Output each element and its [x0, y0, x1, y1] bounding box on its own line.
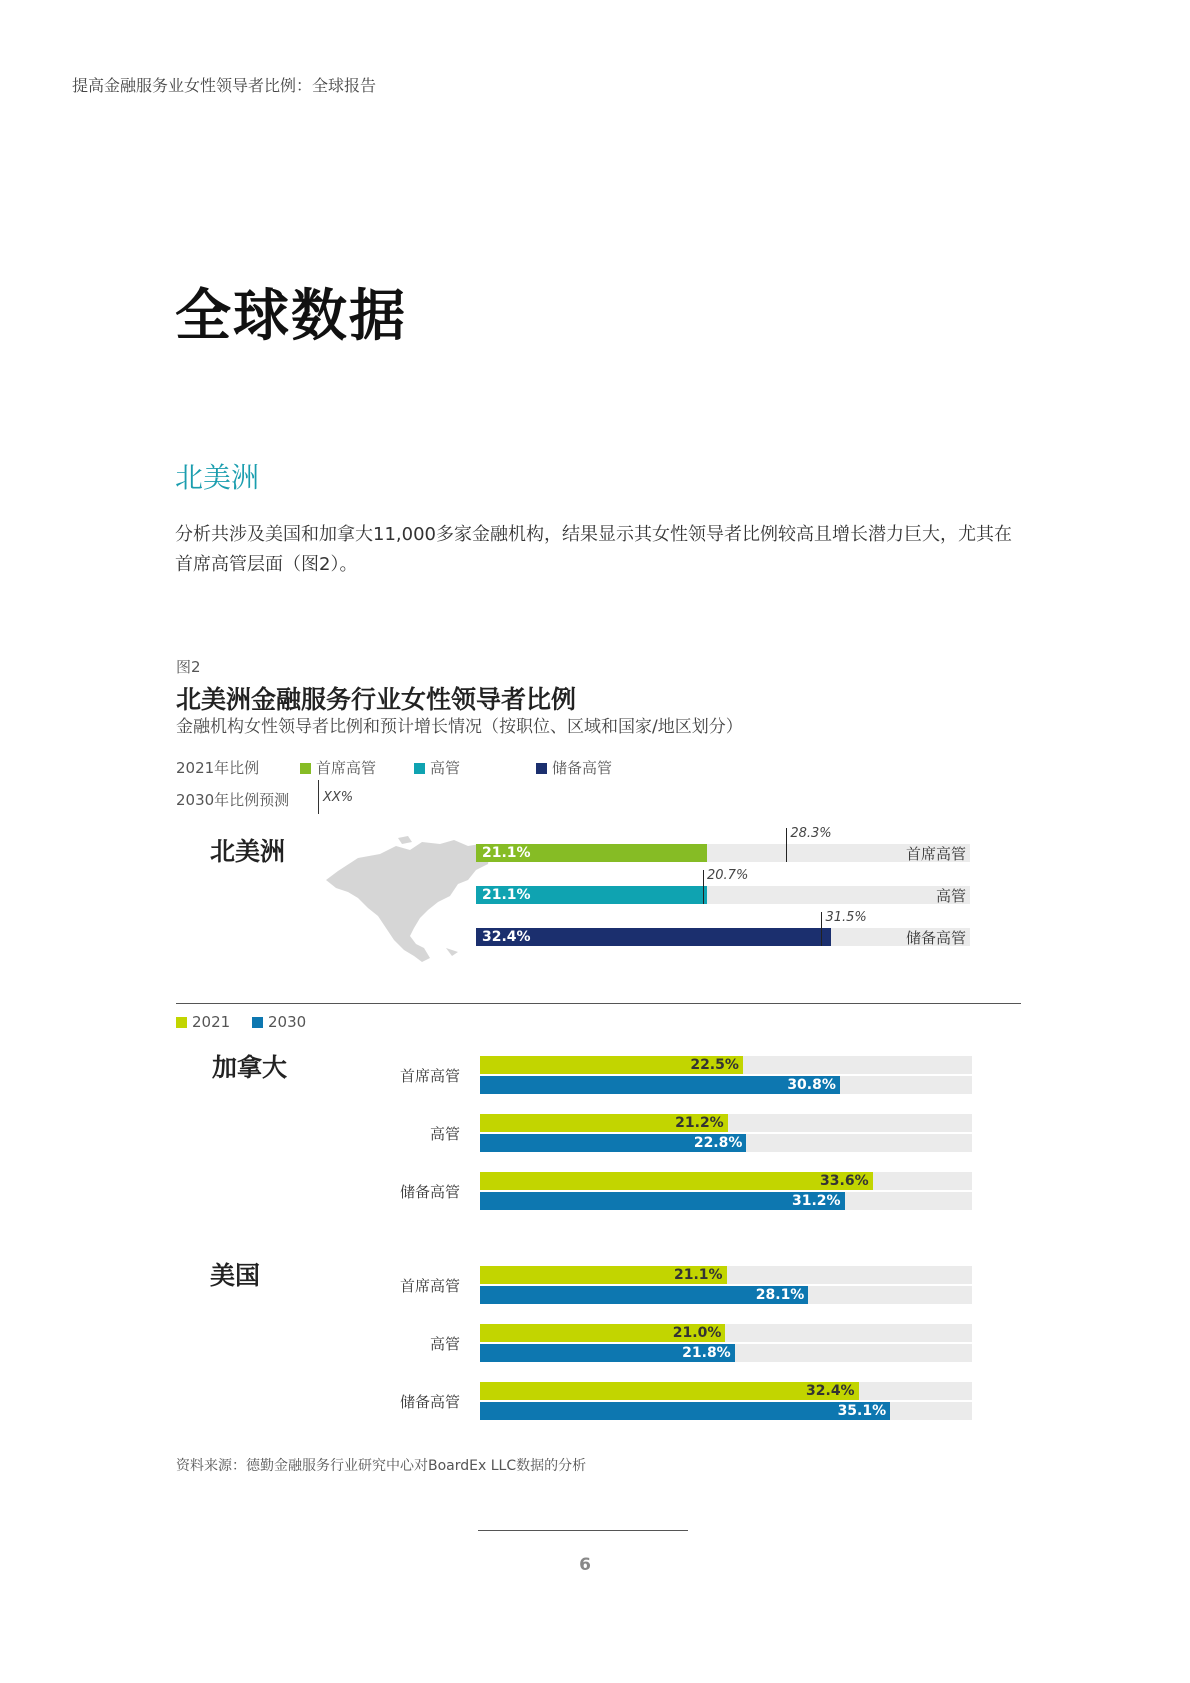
bar-track [480, 1286, 972, 1304]
legend-item-label: 首席高管 [316, 759, 377, 777]
bar-track [480, 1344, 972, 1362]
bar-value-2030: 30.8% [787, 1077, 836, 1093]
legend-forecast-marker [318, 780, 319, 814]
bar-track [480, 1382, 972, 1400]
bar-value-2021: 21.1% [482, 845, 531, 861]
bar-track [480, 1192, 972, 1210]
figure-source: 资料来源：德勤金融服务行业研究中心对BoardEx LLC数据的分析 [176, 1458, 587, 1474]
forecast-tick-2030 [703, 870, 704, 904]
forecast-value-2030: 20.7% [707, 868, 749, 883]
bar-value-2030: 21.8% [682, 1345, 731, 1361]
bar-track [480, 1172, 972, 1190]
legend-item-label: 储备高管 [552, 759, 613, 777]
bar-track [480, 1134, 972, 1152]
figure-title: 北美洲金融服务行业女性领导者比例 [176, 685, 577, 714]
legend-swatch [536, 763, 547, 774]
legend-swatch [414, 763, 425, 774]
bar-track [476, 844, 970, 862]
forecast-value-2030: 28.3% [790, 826, 832, 841]
bar-value-2030: 22.8% [693, 1135, 743, 1151]
legend-swatch [300, 763, 311, 774]
bar-track [480, 1114, 972, 1132]
bar-2021-2 [480, 1172, 873, 1190]
legend-item-label: 高管 [430, 759, 461, 777]
row-label: 高管 [935, 886, 966, 905]
region-label-usa: 美国 [210, 1261, 261, 1290]
bar-track [480, 1056, 972, 1074]
bar-2030-0 [480, 1076, 840, 1094]
legend-item-label: 2021 [192, 1013, 231, 1031]
running-header: 提高金融服务业女性领导者比例：全球报告 [72, 76, 377, 95]
row-label: 高管 [429, 1334, 460, 1353]
row-label: 储备高管 [399, 1392, 460, 1411]
row-label: 储备高管 [399, 1182, 460, 1201]
legend-swatch [252, 1017, 263, 1028]
bar-value-2021: 21.2% [675, 1115, 724, 1131]
figure-subtitle: 金融机构女性领导者比例和预计增长情况（按职位、区域和国家/地区划分） [176, 717, 743, 737]
region-label-canada: 加拿大 [212, 1053, 288, 1082]
row-label: 高管 [429, 1124, 460, 1143]
row-label: 首席高管 [399, 1066, 460, 1085]
legend-item-senior-exec [414, 757, 460, 778]
row-label: 储备高管 [905, 928, 966, 947]
bar-value-2021: 21.1% [482, 887, 531, 903]
bar-value-2021: 21.0% [672, 1325, 722, 1341]
bar-2021-2 [480, 1382, 859, 1400]
bar-value-2030: 35.1% [837, 1403, 887, 1419]
canada-chart [380, 1056, 972, 1216]
north-america-map-icon [318, 836, 498, 971]
page-number: 6 [579, 1555, 591, 1575]
forecast-tick-2030 [786, 828, 787, 862]
bar-value-2021: 32.4% [806, 1383, 855, 1399]
bar-2030-2 [480, 1402, 890, 1420]
page-title: 全球数据 [175, 284, 407, 349]
legend-item-reserve-exec [536, 757, 612, 778]
bar-track [480, 1324, 972, 1342]
bar-2030-2 [480, 1192, 845, 1210]
bar-value-2021: 33.6% [820, 1173, 869, 1189]
usa-chart [380, 1266, 972, 1426]
footer-rule [478, 1530, 688, 1531]
legend-item-2030 [252, 1013, 306, 1031]
figure-label: 图2 [176, 658, 201, 676]
legend-item-label: 2030 [268, 1013, 307, 1031]
section-heading: 北美洲 [175, 461, 260, 494]
bar-track [480, 1266, 972, 1284]
forecast-tick-2030 [821, 912, 822, 946]
bar-value-2030: 28.1% [755, 1287, 805, 1303]
bar-track [476, 886, 970, 904]
legend-2030-forecast-label: 2030年比例预测 [176, 791, 290, 809]
row-label: 首席高管 [399, 1276, 460, 1295]
bar-value-2030: 31.2% [791, 1193, 841, 1209]
section-body-text: 分析共涉及美国和加拿大11,000多家金融机构，结果显示其女性领导者比例较高且增长潜力巨大，尤其在首席高管层面（图2）。 [175, 524, 1012, 575]
forecast-value-2030: 31.5% [825, 910, 867, 925]
legend-item-chief-exec [300, 757, 376, 778]
bar-track [476, 928, 970, 946]
bar-value-2021: 21.1% [673, 1267, 723, 1283]
legend-forecast-marker-text: XX% [323, 790, 354, 805]
bar-track [480, 1402, 972, 1420]
region-label-north-america: 北美洲 [210, 837, 286, 866]
row-label: 首席高管 [905, 844, 966, 863]
bar-track [480, 1076, 972, 1094]
legend-2021-ratio-label: 2021年比例 [176, 759, 260, 777]
legend-item-2021 [176, 1013, 230, 1031]
north-america-chart [476, 826, 970, 962]
bar-value-2021: 22.5% [690, 1057, 739, 1073]
section-divider [176, 1003, 1021, 1004]
bar-value-2021: 32.4% [482, 929, 531, 945]
legend-swatch [176, 1017, 187, 1028]
